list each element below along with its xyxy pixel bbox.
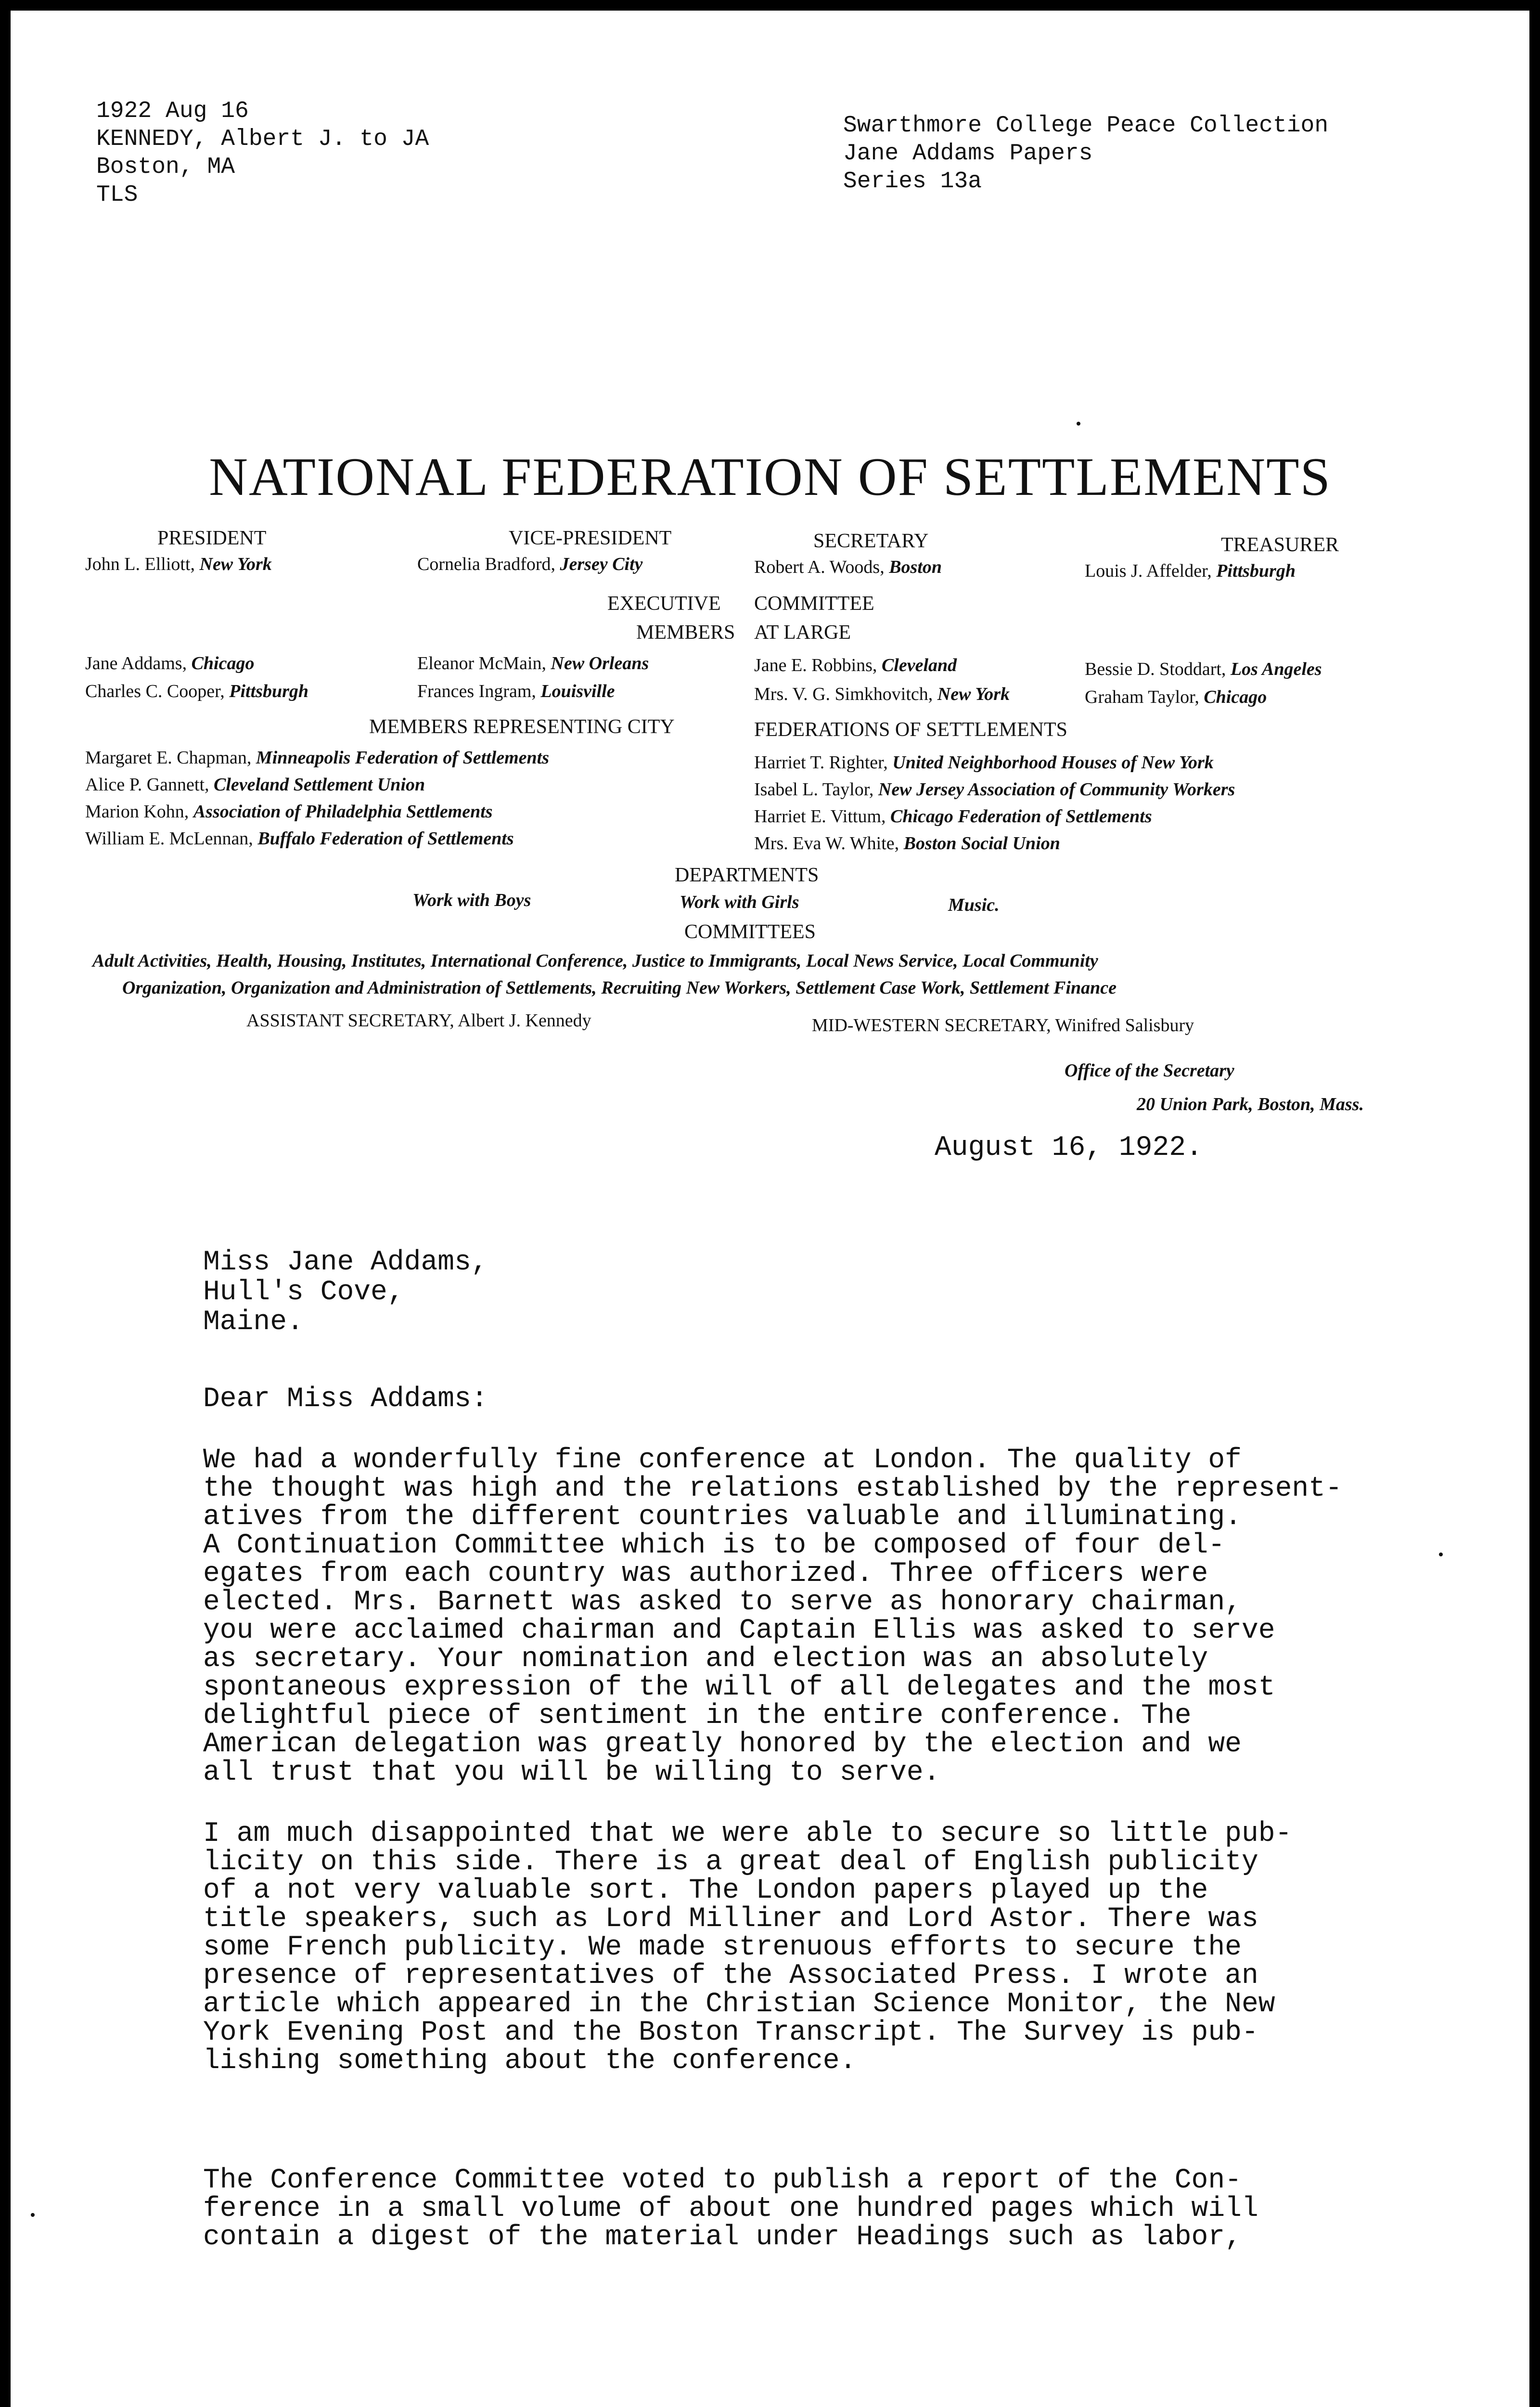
member-organization: Chicago Federation of Settlements — [890, 806, 1152, 827]
officer-place: New York — [199, 554, 272, 574]
recipient-address — [203, 1248, 488, 1337]
member-name: Graham Taylor, — [1085, 687, 1199, 707]
organization-title: NATIONAL FEDERATION OF SETTLEMENTS — [209, 447, 1331, 507]
body-line: I am much disappointed that we were able to secure so little pub- — [203, 1818, 1292, 1850]
officer-label-vice-president: VICE-PRESIDENT — [509, 527, 672, 549]
body-line: you were acclaimed chairman and Captain Ellis was asked to serve — [203, 1615, 1275, 1646]
member-name: Harriet E. Vittum, — [754, 806, 886, 827]
archive-collection-info — [843, 112, 1328, 195]
catalog-line: KENNEDY, Albert J. to JA — [96, 126, 429, 152]
member-place: Pittsburgh — [229, 681, 309, 701]
body-paragraph — [203, 1820, 1292, 2075]
collection-line: Jane Addams Papers — [843, 141, 1093, 167]
officer-label-president: PRESIDENT — [157, 527, 267, 549]
member-name: Margaret E. Chapman, — [85, 748, 252, 768]
body-line: the thought was high and the relations established by the represent- — [203, 1473, 1342, 1504]
executive-committee-heading-right: COMMITTEE — [754, 593, 874, 615]
member-name: Mrs. Eva W. White, — [754, 833, 899, 854]
member-organization: United Neighborhood Houses of New York — [892, 752, 1214, 773]
member-place: Cleveland — [881, 655, 957, 675]
member-name: William E. McLennan, — [85, 828, 253, 849]
body-paragraph — [203, 2166, 1258, 2252]
member-at-large — [417, 653, 649, 674]
department-item: Music. — [948, 895, 1000, 915]
members-at-large-heading-left: MEMBERS — [636, 621, 735, 644]
member-name: Isabel L. Taylor, — [754, 779, 874, 800]
members-at-large-heading-right: AT LARGE — [754, 621, 851, 644]
member-organization: Boston Social Union — [903, 833, 1060, 854]
city-federation-member — [85, 774, 425, 795]
member-name: Bessie D. Stoddart, — [1085, 659, 1226, 679]
city-federation-member — [85, 801, 493, 822]
office-label: Office of the Secretary — [1065, 1061, 1234, 1081]
city-federations-heading-left: MEMBERS REPRESENTING CITY — [369, 716, 675, 738]
body-line: article which appeared in the Christian Science Monitor, the New — [203, 1989, 1275, 2020]
member-organization: New Jersey Association of Community Workers — [878, 779, 1235, 800]
officer-name: Robert A. Woods, — [754, 557, 885, 577]
midwestern-secretary: MID-WESTERN SECRETARY, Winifred Salisbury — [812, 1015, 1194, 1035]
member-at-large — [417, 681, 615, 702]
member-name: Alice P. Gannett, — [85, 775, 209, 795]
member-organization: Buffalo Federation of Settlements — [257, 828, 514, 849]
officer-label-secretary: SECRETARY — [813, 530, 929, 552]
committees-list-line: Adult Activities, Health, Housing, Institutes, International Conference, Justice to Immigrants, Local News Service, Local Community — [92, 951, 1098, 971]
department-item: Work with Boys — [412, 890, 531, 910]
officer-vice-president — [417, 554, 643, 575]
body-line: ference in a small volume of about one hundred pages which will — [203, 2193, 1258, 2225]
body-line: delightful piece of sentiment in the entire conference. The — [203, 1700, 1192, 1732]
catalog-line: TLS — [96, 182, 138, 208]
committees-heading: COMMITTEES — [684, 921, 816, 943]
body-line: A Continuation Committee which is to be composed of four del- — [203, 1530, 1225, 1561]
member-organization: Minneapolis Federation of Settlements — [256, 748, 550, 768]
catalog-line: Boston, MA — [96, 154, 235, 180]
officer-secretary — [754, 556, 942, 578]
assistant-secretary: ASSISTANT SECRETARY, Albert J. Kennedy — [246, 1010, 591, 1031]
officer-name: John L. Elliott, — [85, 554, 195, 574]
body-line: elected. Mrs. Barnett was asked to serve as honorary chairman, — [203, 1587, 1242, 1618]
body-line: title speakers, such as Lord Milliner and Lord Astor. There was — [203, 1903, 1258, 1935]
city-federation-member — [754, 752, 1214, 773]
officer-treasurer — [1085, 560, 1296, 582]
body-line: some French publicity. We made strenuous efforts to secure the — [203, 1932, 1242, 1963]
body-line: The Conference Committee voted to publish a report of the Con- — [203, 2165, 1242, 2196]
office-address: 20 Union Park, Boston, Mass. — [1137, 1094, 1364, 1114]
committees-list-line: Organization, Organization and Administration of Settlements, Recruiting New Workers, Settlement Case Work, Settlement Finance — [122, 978, 1117, 998]
member-place: New Orleans — [551, 653, 649, 673]
catalog-line: 1922 Aug 16 — [96, 98, 249, 124]
collection-line: Series 13a — [843, 168, 982, 194]
body-line: as secretary. Your nomination and election was an absolutely — [203, 1643, 1208, 1675]
officer-place: Pittsburgh — [1216, 561, 1296, 581]
body-line: spontaneous expression of the will of all delegates and the most — [203, 1672, 1275, 1703]
scan-speck — [1077, 422, 1080, 426]
body-line: lishing something about the conference. — [203, 2045, 857, 2077]
member-place: Chicago — [1204, 687, 1267, 707]
body-line: contain a digest of the material under Headings such as labor, — [203, 2222, 1242, 2253]
body-line: presence of representatives of the Associated Press. I wrote an — [203, 1960, 1258, 1992]
city-federation-member — [85, 828, 514, 849]
salutation: Dear Miss Addams: — [203, 1384, 488, 1415]
recipient-line: Maine. — [203, 1307, 304, 1338]
city-federation-member — [754, 779, 1235, 800]
member-place: Chicago — [191, 653, 255, 673]
body-line: licity on this side. There is a great deal of English publicity — [203, 1847, 1258, 1878]
scan-speck — [31, 2213, 35, 2217]
city-federations-heading-right: FEDERATIONS OF SETTLEMENTS — [754, 719, 1068, 741]
body-line: We had a wonderfully fine conference at London. The quality of — [203, 1445, 1242, 1476]
archive-catalog-info — [96, 97, 429, 209]
member-organization: Cleveland Settlement Union — [214, 775, 425, 795]
body-paragraph — [203, 1446, 1342, 1787]
member-name: Mrs. V. G. Simkhovitch, — [754, 684, 933, 704]
letter-sheet — [11, 11, 1529, 2407]
body-line: atives from the different countries valuable and illuminating. — [203, 1501, 1242, 1533]
officer-name: Louis J. Affelder, — [1085, 561, 1212, 581]
member-at-large — [85, 653, 254, 674]
body-line: of a not very valuable sort. The London papers played up the — [203, 1875, 1208, 1906]
body-line: American delegation was greatly honored by the election and we — [203, 1729, 1242, 1760]
member-name: Harriet T. Righter, — [754, 752, 888, 773]
department-item: Work with Girls — [680, 892, 799, 912]
recipient-line: Hull's Cove, — [203, 1277, 404, 1308]
member-at-large — [85, 681, 308, 702]
member-name: Eleanor McMain, — [417, 653, 547, 673]
body-line: York Evening Post and the Boston Transcript. The Survey is pub- — [203, 2017, 1258, 2048]
member-at-large — [754, 655, 957, 676]
member-name: Jane E. Robbins, — [754, 655, 877, 675]
member-place: Louisville — [540, 681, 615, 701]
member-name: Frances Ingram, — [417, 681, 536, 701]
letter-date: August 16, 1922. — [935, 1132, 1203, 1164]
officer-place: Jersey City — [560, 554, 643, 574]
member-place: Los Angeles — [1230, 659, 1322, 679]
member-at-large — [1085, 686, 1267, 708]
body-line: all trust that you will be willing to serve. — [203, 1757, 940, 1788]
recipient-line: Miss Jane Addams, — [203, 1247, 488, 1278]
departments-heading: DEPARTMENTS — [675, 864, 819, 886]
member-at-large — [754, 684, 1010, 705]
officer-name: Cornelia Bradford, — [417, 554, 556, 574]
officer-place: Boston — [889, 557, 942, 577]
member-organization: Association of Philadelphia Settlements — [193, 802, 493, 822]
member-place: New York — [937, 684, 1010, 704]
city-federation-member — [754, 833, 1060, 854]
officer-label-treasurer: TREASURER — [1221, 534, 1339, 556]
scan-speck — [1439, 1553, 1443, 1556]
member-name: Jane Addams, — [85, 653, 187, 673]
executive-committee-heading-left: EXECUTIVE — [607, 593, 721, 615]
member-name: Charles C. Cooper, — [85, 681, 225, 701]
city-federation-member — [754, 806, 1152, 827]
body-line: egates from each country was authorized. Three officers were — [203, 1558, 1208, 1590]
officer-president — [85, 554, 272, 575]
collection-line: Swarthmore College Peace Collection — [843, 113, 1329, 139]
member-name: Marion Kohn, — [85, 802, 189, 822]
member-at-large — [1085, 659, 1322, 680]
city-federation-member — [85, 747, 549, 768]
